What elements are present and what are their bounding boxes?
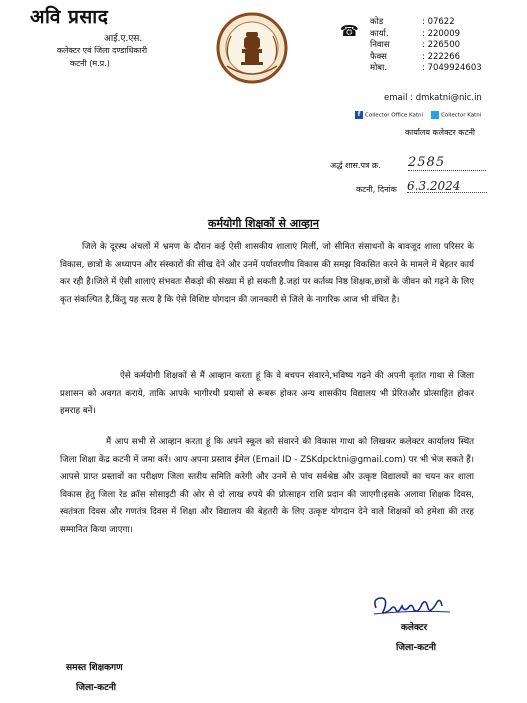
contact-label: मोबा. — [370, 63, 388, 73]
office-name: कार्यालय कलेक्टर कटनी — [405, 128, 475, 137]
letter-title-text: कर्मयोगी शिक्षकों से आव्हान — [208, 217, 319, 230]
signatory-designation: कलेक्टर — [401, 623, 428, 633]
contact-label: कार्या. — [370, 28, 389, 39]
contact-value: : 226500 — [422, 40, 461, 50]
recipient-line-2: जिला-कटनी — [76, 683, 116, 693]
facebook-label: Collector Office Katni — [365, 112, 424, 119]
officer-designation: कलेक्टर एवं जिला दण्डाधिकारी — [56, 46, 148, 55]
contact-block — [370, 17, 482, 75]
contact-row — [370, 52, 482, 64]
officer-place: कटनी (म.प्र.) — [70, 59, 110, 68]
contact-label: फैक्स — [370, 51, 387, 62]
contact-value: : 222266 — [422, 51, 461, 62]
mp-government-emblem-icon — [215, 10, 289, 90]
contact-label: निवास — [370, 40, 390, 50]
social-links — [355, 111, 481, 119]
contact-value: : 07622 — [422, 17, 455, 27]
body-paragraph-2: ऐसे कर्मयोगी शिक्षकों से मैं आव्हान करता हूं कि वे बचपन संवारने,भविष्य गढ़ने की अपनी वृतांत गाथा से जिला प्रशासन को अवगत कराये, ताकि आपके भागीरथी प्रयासों से रूबरू होकर अन्य शासकीय विद्यालय भी प्रेरितऔर प्रोत्साहित होकर हमराह बनें। — [60, 371, 474, 416]
contact-row — [370, 17, 482, 29]
contact-value: : 7049924603 — [422, 63, 482, 73]
body-paragraph-3: मैं आप सभी से आव्हान करता हूं कि अपने स्कूल को संवारने की विकास गाथा को लिखकर कलेक्टर कार्यालय स्थित जिला शिक्षा केंद्र कटनी में जमा करें। आप अपना प्रस्ताव ईमेल (Email ID - ZSKdpcktni@gmail.com) पर भी भेज सकते हैं। आपसे प्राप्त प्रस्तावों का परीक्षण जिला स्तरीय समिति करेगी और उनमें से पांच सर्वश्रेष्ठ और उत्कृष्ट विद्यालयों का चयन कर शाला विकास हेतु जिला रेड क्रॉस सोसाइटी की ओर से दो लाख रुपये की प्रोत्साहन राशि प्रदान की जाएगी।इसके अलावा शिक्षक दिवस, स्वतंत्रता दिवस और गणतंत्र दिवस में शिक्षा और विद्यालय की बेहतरी के लिए उत्कृष्ट योगदान देने वाले शिक्षकों को हमेशा की तरह सम्मानित किया जाएगा। — [60, 437, 474, 535]
date-dotted-line — [407, 192, 487, 193]
contact-value: : 220009 — [422, 28, 461, 39]
twitter-label: Collector Katni — [441, 112, 482, 119]
twitter-icon — [431, 111, 439, 119]
contact-row — [370, 40, 482, 52]
twitter-link — [431, 111, 481, 119]
handwritten-signature — [370, 590, 460, 620]
reference-number: 2585 — [408, 155, 446, 170]
reference-label: अर्द्ध शास.पत्र क्र. — [330, 161, 381, 170]
telephone-icon: ☎ — [340, 22, 359, 40]
signatory-place: जिला-कटनी — [396, 643, 436, 653]
officer-degree: आई.ए.एस. — [104, 34, 143, 44]
reference-dotted-line — [408, 170, 486, 171]
contact-row — [370, 63, 482, 75]
letter-date: 6.3.2024 — [407, 179, 461, 193]
facebook-link — [355, 111, 423, 119]
contact-label: कोड — [370, 17, 384, 27]
letter-title — [0, 216, 527, 231]
officer-name: अवि प्रसाद — [30, 6, 109, 28]
recipient-line-1: समस्त शिक्षकगण — [66, 663, 123, 673]
body-paragraph-1: जिले के दूरस्थ अंचलों में भ्रमण के दौरान कई ऐसी शासकीय शालाएं मिलीं, जो सीमित संसाधनों के बावजूद शाला परिसर के विकास, छात्रों के अध्यापन और संस्कारों की सीख देने और उनमें पर्यावरणीय विकास की समझ विकसित करने के मामले में बेहतर कार्य कर रही है।जिले में ऐसी शालाएं संभवतः सैकड़ो की संख्या में हो सकती है.जहां पर कर्तव्य निष्ठ शिक्षक,छात्रों के जीवन को गढ़ने के लिए कृत संकल्पित है,किंतु यह सत्य है कि ऐसे विशिष्ट योगदान की जानकारी से जिले के नागरिक आज भी वंचित है। — [60, 242, 474, 305]
facebook-icon: f — [355, 111, 363, 119]
date-label: कटनी, दिनांक — [356, 185, 397, 194]
contact-row — [370, 29, 482, 41]
email-address: email : dmkatni@nic.in — [384, 93, 482, 103]
